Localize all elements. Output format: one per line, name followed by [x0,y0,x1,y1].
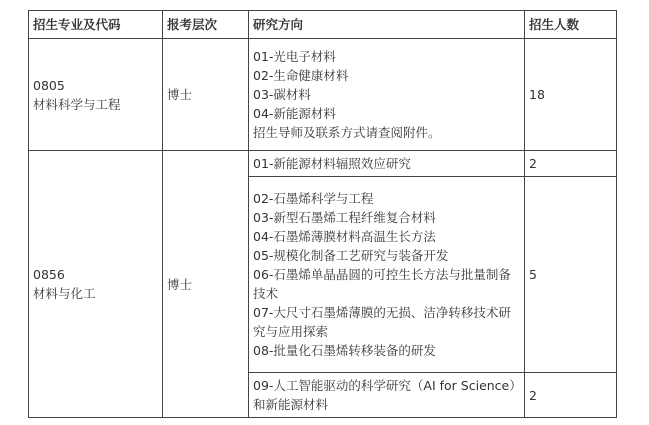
direction-item: 03-新型石墨烯工程纤维复合材料 [253,210,436,225]
direction-cell [249,177,525,373]
direction-item: 05-规模化制备工艺研究与装备开发 [253,248,449,263]
direction-note: 招生导师及联系方式请查阅附件。 [253,125,441,140]
count-cell: 2 [525,373,617,418]
major-name: 材料与化工 [33,286,96,301]
table-row [29,39,617,151]
direction-item: 06-石墨烯单晶晶圆的可控生长方法与批量制备技术 [253,267,511,301]
direction-item: 08-批量化石墨烯转移装备的研发 [253,343,436,358]
direction-item: 04-新能源材料 [253,106,336,121]
count-cell: 18 [525,39,617,151]
header-row [29,11,617,39]
count-cell: 5 [525,177,617,373]
header-direction: 研究方向 [249,11,525,39]
header-level: 报考层次 [163,11,249,39]
direction-item: 07-大尺寸石墨烯薄膜的无损、洁净转移技术研究与应用探索 [253,305,511,339]
level-cell: 博士 [163,151,249,418]
direction-item: 03-碳材料 [253,87,311,102]
major-code: 0856 [33,267,65,282]
direction-cell [249,151,525,177]
header-count: 招生人数 [525,11,617,39]
direction-item: 02-生命健康材料 [253,68,349,83]
count-cell: 2 [525,151,617,177]
enrollment-table [28,10,617,418]
major-name: 材料科学与工程 [33,96,121,112]
major-code: 0805 [33,77,65,93]
direction-cell [249,373,525,418]
direction-item: 01-新能源材料辐照效应研究 [253,156,411,171]
header-major-code: 招生专业及代码 [29,11,163,39]
level-cell: 博士 [163,39,249,151]
direction-item: 02-石墨烯科学与工程 [253,191,374,206]
direction-cell [249,39,525,151]
direction-item: 01-光电子材料 [253,49,336,64]
major-cell [29,151,163,418]
direction-item: 09-人工智能驱动的科学研究（AI for Science）和新能源材料 [253,378,516,412]
major-cell [29,39,163,151]
direction-item: 04-石墨烯薄膜材料高温生长方法 [253,229,436,244]
table-row [29,151,617,177]
